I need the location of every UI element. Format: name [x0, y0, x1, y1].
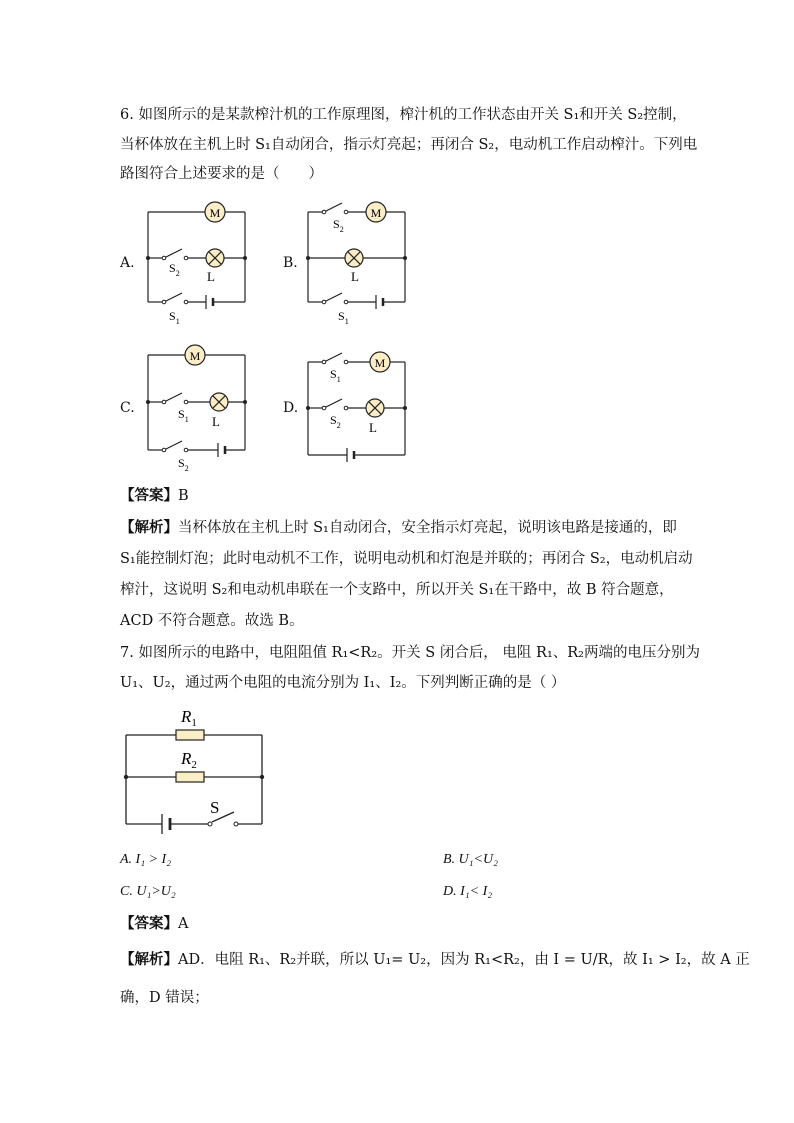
circuit-c-diagram: [140, 340, 255, 475]
q6-option-a-label: A.: [120, 255, 135, 271]
answer-value: B: [178, 488, 189, 504]
analysis-label: 【解析】: [120, 519, 178, 536]
q7-analysis-line-1: [120, 950, 750, 970]
q6-line-1: 6. 如图所示的是某款榨汁机的工作原理图，榨汁机的工作状态由开关 S₁和开关 S₂控制，: [120, 107, 687, 123]
svg-text:S1: $S_1$: [169, 309, 180, 326]
q6-line-2: 当杯体放在主机上时 S₁自动闭合，指示灯亮起；再闭合 S₂，电动机工作启动榨汁。下列电: [120, 137, 698, 153]
q7-option-b: B. U₁<U₂: [443, 852, 498, 867]
analysis-label: 【解析】: [120, 951, 178, 968]
svg-text:M: M: [189, 349, 201, 363]
q6-line-3: 路图符合上述要求的是（ ）: [120, 166, 323, 182]
svg-text:S1: $S_1$: [178, 407, 189, 424]
analysis-text: 当杯体放在主机上时 S₁自动闭合，安全指示灯亮起，说明该电路是接通的，即: [178, 520, 677, 536]
answer-value: A: [178, 916, 189, 932]
svg-text:L: L: [207, 269, 215, 284]
q7-line-1: 7. 如图所示的电路中，电阻阻值 R₁<R₂。开关 S 闭合后， 电阻 R₁、R₂两端的电压分别为: [120, 645, 700, 661]
q7-answer: [120, 914, 188, 934]
svg-text:M: M: [370, 206, 382, 220]
resistor-r1-icon: [176, 730, 204, 740]
svg-text:L: L: [351, 269, 359, 284]
q7-option-a: A. I₁ > I₂: [120, 852, 172, 867]
q6-analysis-line-3: 榨汁，这说明 S₂和电动机串联在一个支路中，所以开关 S₁在干路中，故 B 符合题意，: [120, 582, 674, 598]
q6-analysis-line-4: ACD 不符合题意。故选 B。: [120, 613, 304, 629]
svg-text:S1: $S_1$: [338, 309, 349, 326]
q6-option-d-label: D.: [283, 400, 299, 416]
q7-line-2: U₁、U₂，通过两个电阻的电流分别为 I₁、I₂。下列判断正确的是（ ）: [120, 675, 566, 691]
q6-analysis-line-1: [120, 518, 677, 538]
resistor-r2-icon: [176, 772, 204, 782]
svg-text:S2: $S_2$: [169, 261, 180, 278]
answer-label: 【答案】: [120, 915, 178, 932]
circuit-a-diagram: [140, 198, 255, 328]
q7-option-c: C. U₁>U₂: [120, 884, 176, 899]
circuit-b-diagram: [300, 198, 415, 328]
answer-label: 【答案】: [120, 487, 178, 504]
analysis-text: AD．电阻 R₁、R₂并联，所以 U₁= U₂，因为 R₁<R₂，由 I = U/R，故 I₁ > I₂，故 A 正: [178, 952, 750, 968]
q7-analysis-line-2: 确，D 错误；: [120, 990, 209, 1006]
svg-text:S2: $S_2$: [178, 456, 189, 473]
q7-option-d: D. I₁< I₂: [443, 884, 493, 899]
q6-option-b-label: B.: [283, 255, 298, 271]
q6-answer: [120, 486, 189, 506]
svg-text:S2: $S_2$: [333, 217, 344, 234]
q6-analysis-line-2: S₁能控制灯泡；此时电动机不工作，说明电动机和灯泡是并联的；再闭合 S₂，电动机启动: [120, 551, 693, 567]
label-r1: $R_1$: [181, 707, 197, 729]
svg-text:S: S: [210, 798, 220, 817]
svg-text:L: L: [212, 414, 220, 429]
svg-text:M: M: [209, 206, 221, 220]
q7-circuit-diagram: [118, 700, 278, 840]
svg-text:S1: $S_1$: [330, 367, 341, 384]
q6-option-c-label: C.: [120, 400, 135, 416]
svg-text:M: M: [374, 356, 386, 370]
circuit-d-diagram: [300, 340, 415, 475]
svg-text:S2: $S_2$: [330, 413, 341, 430]
svg-text:L: L: [369, 420, 377, 435]
label-r2: $R_2$: [181, 749, 197, 771]
